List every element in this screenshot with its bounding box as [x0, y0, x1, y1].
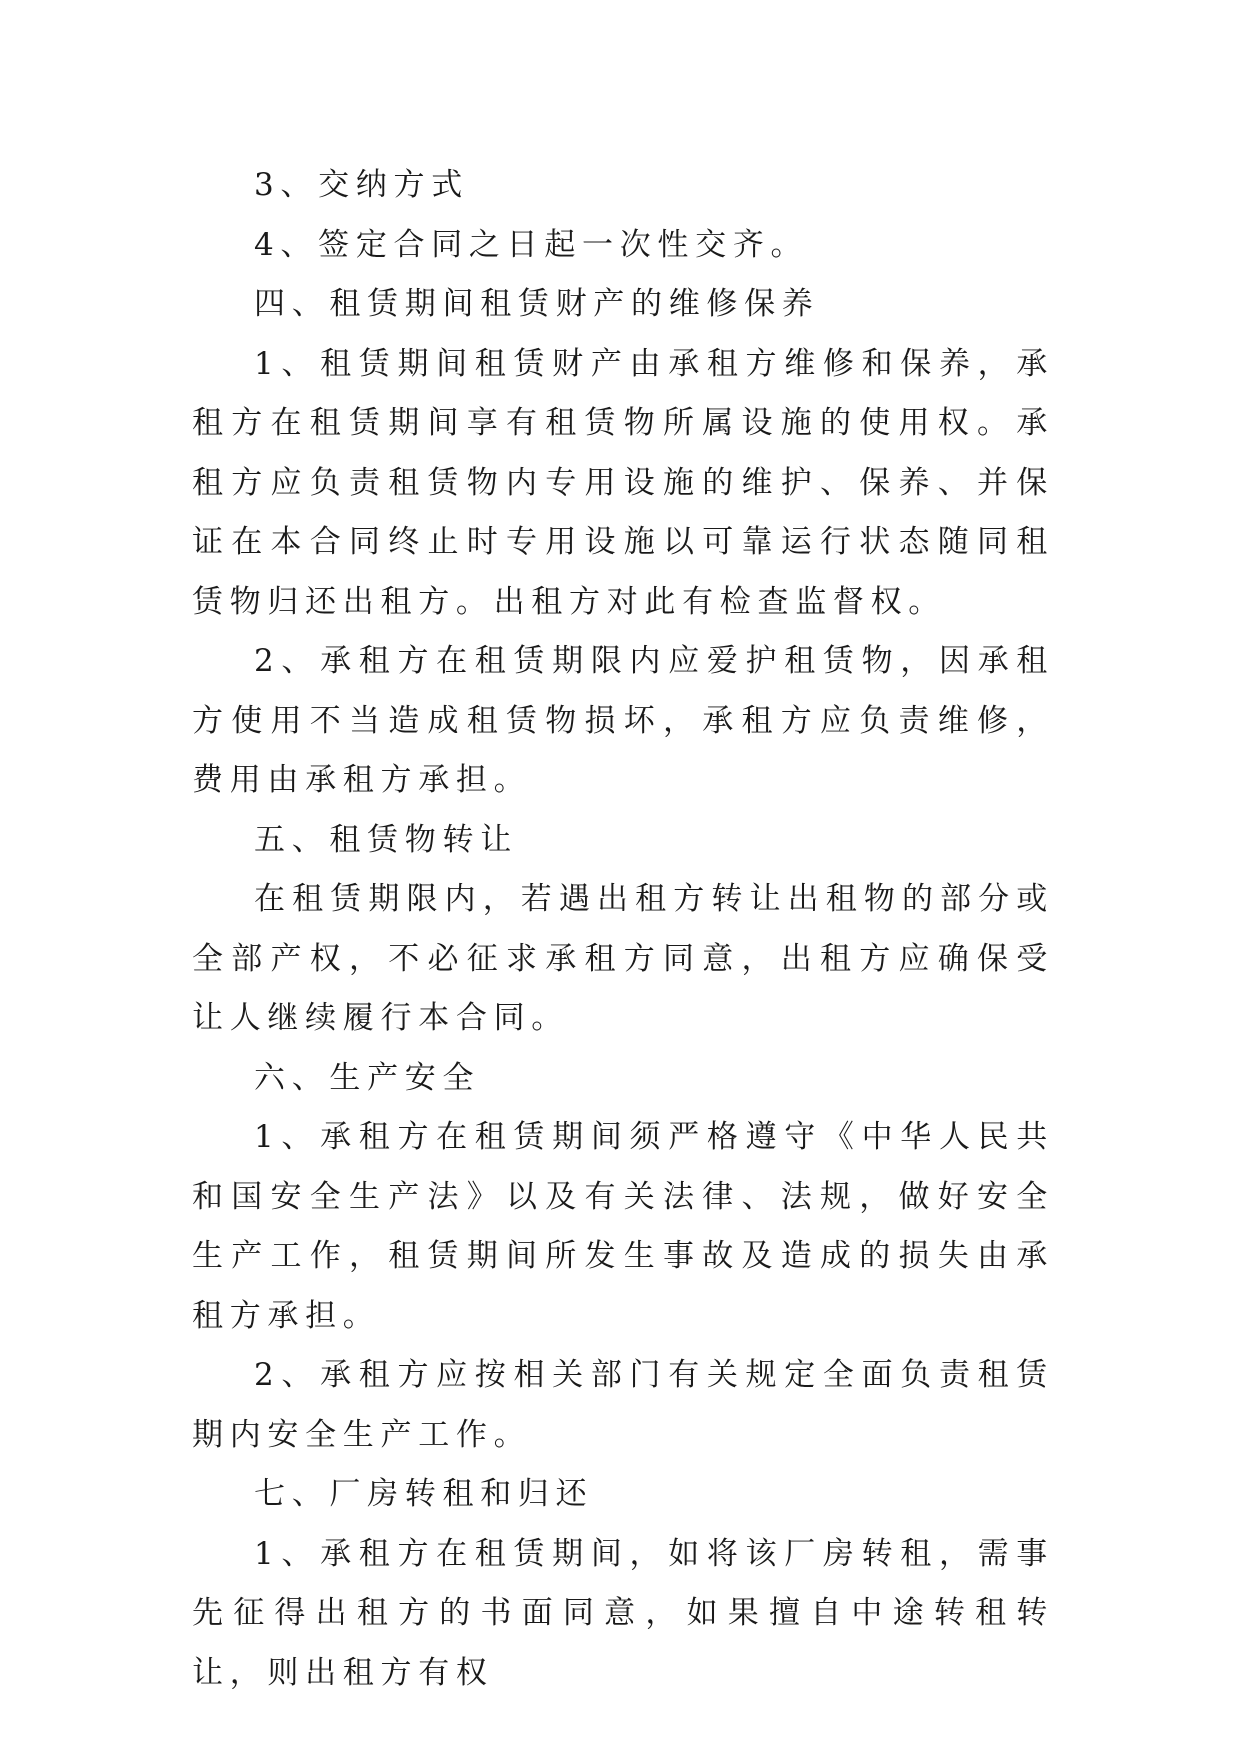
- section-heading-safety: 六、生产安全: [254, 1059, 481, 1096]
- paragraph-sublease-1: 1、承租方在租赁期间，如将该厂房转租，需事先征得出租方的书面同意，如果擅自中途转租转让，则出租方有权: [192, 1535, 1054, 1691]
- paragraph-payment-method-heading: 3、交纳方式: [254, 167, 469, 203]
- paragraph-maintenance-1: 1、租赁期间租赁财产由承租方维修和保养，承租方在租赁期间享有租赁物所属设施的使用权。承租方应负责租赁物内专用设施的维护、保养、并保证在本合同终止时专用设施以可靠运行状态随同租赁物归还出租方。出租方对此有检查监督权。: [192, 345, 1054, 620]
- paragraph-safety-2: 2、承租方应按相关部门有关规定全面负责租赁期内安全生产工作。: [192, 1357, 1054, 1453]
- paragraph-safety-1: 1、承租方在租赁期间须严格遵守《中华人民共和国安全生产法》以及有关法律、法规，做好安全生产工作，租赁期间所发生事故及造成的损失由承租方承担。: [192, 1119, 1054, 1334]
- section-heading-sublease: 七、厂房转租和归还: [254, 1476, 594, 1512]
- section-heading-transfer: 五、租赁物转让: [254, 821, 518, 858]
- document-body: [192, 156, 1054, 1703]
- section-heading-maintenance: 四、租赁期间租赁财产的维修保养: [254, 286, 820, 322]
- paragraph-payment-terms: 4、签定合同之日起一次性交齐。: [254, 226, 809, 263]
- paragraph-transfer: 在租赁期限内，若遇出租方转让出租物的部分或全部产权，不必征求承租方同意，出租方应确保受让人继续履行本合同。: [192, 881, 1054, 1036]
- paragraph-maintenance-2: 2、承租方在租赁期限内应爱护租赁物，因承租方使用不当造成租赁物损坏，承租方应负责维修，费用由承租方承担。: [192, 643, 1054, 798]
